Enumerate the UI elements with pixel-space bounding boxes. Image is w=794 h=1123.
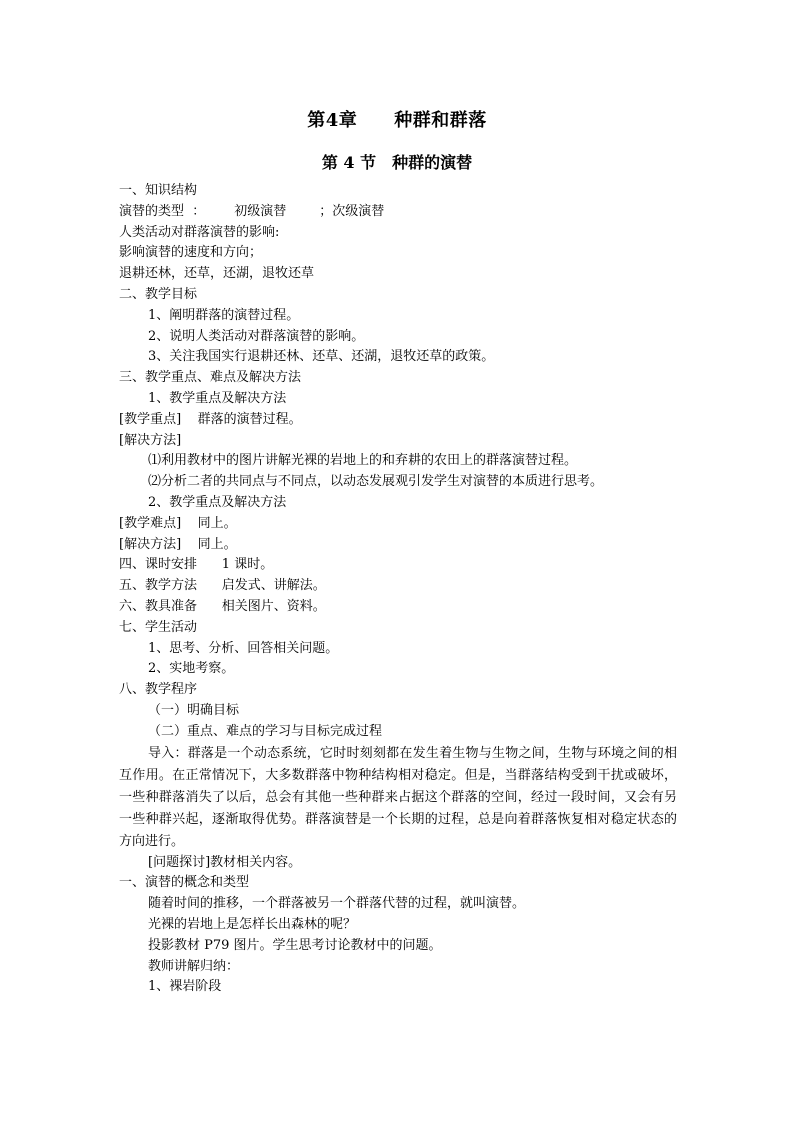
list-item: 3、关注我国实行退耕还林、还草、还湖，退牧还草的政策。: [148, 349, 495, 365]
list-item: 1、裸岩阶段: [148, 979, 222, 995]
section-title: 第 4 节 种群的演替: [321, 153, 473, 172]
heading-schedule: 四、课时安排 1 课时。: [119, 557, 274, 573]
list-item: 2、实地考察。: [148, 661, 235, 677]
text-line: 退耕还林，还草，还湖，退牧还草: [119, 266, 315, 282]
list-item: （二）重点、难点的学习与目标完成过程: [148, 723, 383, 739]
list-item: 2、说明人类活动对群落演替的影响。: [148, 328, 365, 344]
list-item: ⑴利用教材中的图片讲解光裸的岩地上的和弃耕的农田上的群落演替过程。: [148, 453, 578, 469]
intro-paragraph: 导入：群落是一个动态系统，它时时刻刻都在发生着生物与生物之间，生物与环境之间的相互作用。在正常情况下，大多数群落中物种结构相对稳定。但是，当群落结构受到干扰或破坏，一些种群落消失了以后，总会有其他一些种群来占据这个群落的空间，经过一段时间，又会有另一些种群兴起，逐渐取得优势。群落演替是一个长期的过程，总是向着群落恢复相对稳定状态的方向进行。: [119, 745, 677, 849]
heading-methods: 五、教学方法 启发式、讲解法。: [119, 578, 326, 594]
text-line: [问题探讨]教材相关内容。: [148, 854, 302, 870]
heading-succession-concept: 一、演替的概念和类型: [119, 875, 250, 891]
heading-student-activities: 七、学生活动: [119, 619, 198, 635]
heading-materials: 六、教具准备 相关图片、资料。: [119, 598, 326, 614]
text-line: 教师讲解归纳：: [148, 958, 240, 974]
document-body: [119, 181, 677, 998]
heading-teaching-procedure: 八、教学程序: [119, 682, 198, 698]
heading-knowledge-structure: 一、知识结构: [119, 183, 198, 198]
chapter-title: 第4章 种群和群落: [307, 110, 487, 131]
text-line: [解决方法]: [119, 432, 182, 448]
list-item: 1、阐明群落的演替过程。: [148, 307, 300, 323]
text-line: 光裸的岩地上是怎样长出森林的呢？: [148, 916, 357, 932]
list-item: 1、思考、分析、回答相关问题。: [148, 640, 339, 656]
heading-teaching-goals: 二、教学目标: [119, 286, 198, 302]
text-line: 人类活动对群落演替的影响:: [119, 224, 280, 240]
list-item: ⑵分析二者的共同点与不同点，以动态发展观引发学生对演替的本质进行思考。: [148, 474, 604, 490]
list-item: （一）明确目标: [148, 702, 240, 718]
text-line: 投影教材 P79 图片。学生思考讨论教材中的问题。: [148, 937, 442, 953]
text-line: 演替的类型 ： 初级演替 ；次级演替: [119, 203, 385, 219]
text-line: [教学难点] 同上。: [119, 515, 237, 531]
list-item: 1、教学重点及解决方法: [148, 390, 287, 406]
text-line: 随着时间的推移，一个群落被另一个群落代替的过程，就叫演替。: [148, 896, 526, 912]
text-line: [教学重点] 群落的演替过程。: [119, 411, 302, 427]
list-item: 2、教学重点及解决方法: [148, 494, 287, 510]
text-line: 影响演替的速度和方向；: [119, 245, 263, 261]
heading-key-points: 三、教学重点、难点及解决方法: [119, 370, 302, 386]
text-line: [解决方法] 同上。: [119, 536, 237, 552]
